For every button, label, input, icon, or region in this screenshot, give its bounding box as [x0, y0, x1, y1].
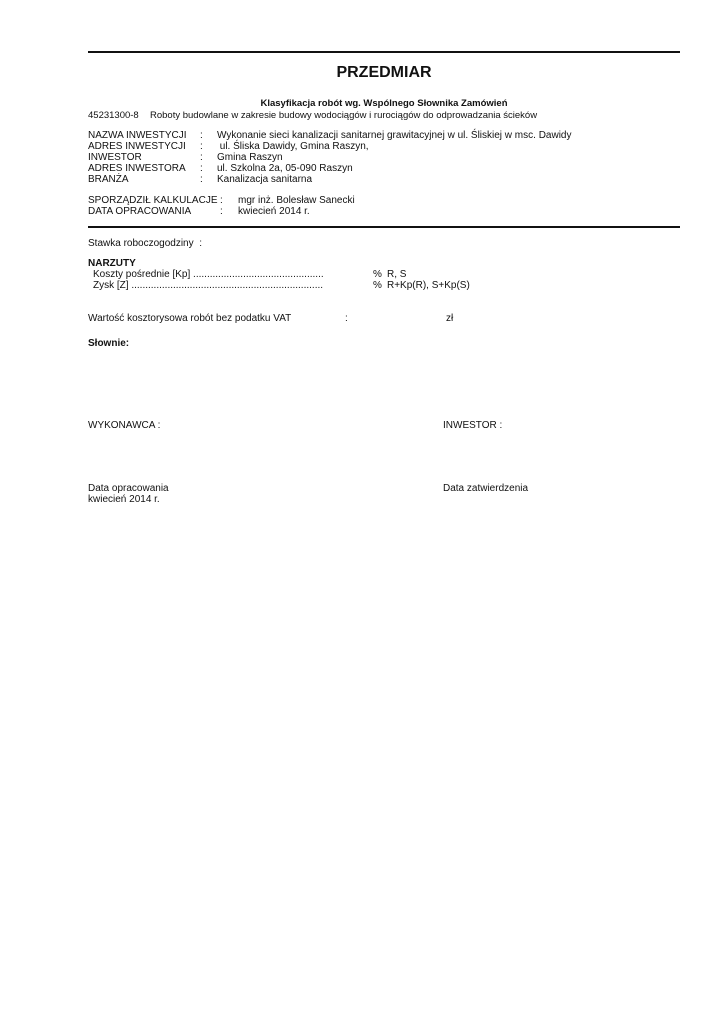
surcharge-unit-z: % — [373, 280, 382, 291]
info-label: ADRES INWESTORA — [88, 163, 186, 174]
rate-sep: : — [199, 238, 202, 249]
info-label: NAZWA INWESTYCJI — [88, 130, 187, 141]
date-approved-label: Data zatwierdzenia — [443, 483, 529, 494]
section-rule — [88, 226, 680, 228]
info-sep: : — [200, 174, 203, 185]
surcharge-unit-kp: % — [373, 269, 382, 280]
prepared-value: mgr inż. Bolesław Sanecki — [238, 195, 355, 206]
info-sep: : — [200, 141, 203, 152]
value-label: Wartość kosztorysowa robót bez podatku VAT — [88, 313, 292, 324]
prepared-value: kwiecień 2014 r. — [238, 206, 310, 217]
surcharge-row-kp — [93, 269, 324, 280]
cpv-code: 45231300-8 — [88, 110, 139, 121]
info-row-inwestor — [88, 152, 283, 163]
cpv-description: Roboty budowlane w zakresie budowy wodociągów i rurociągów do odprowadzania ścieków — [150, 110, 538, 121]
prepared-sep: : — [220, 195, 223, 206]
info-label: INWESTOR — [88, 152, 142, 163]
page-title: PRZEDMIAR — [336, 64, 432, 81]
rate-label: Stawka roboczogodziny — [88, 238, 194, 249]
surcharge-label: Koszty pośrednie [Kp] ............................................... — [93, 269, 324, 280]
surcharge-row-z — [93, 280, 323, 291]
info-value: ul. Śliska Dawidy, Gmina Raszyn, — [217, 141, 369, 152]
classification-heading: Klasyfikacja robót wg. Wspólnego Słownika Zamówień — [260, 98, 508, 109]
info-label: ADRES INWESTYCJI — [88, 141, 186, 152]
info-label: BRANŻA — [88, 174, 129, 185]
info-row-adres — [88, 141, 369, 152]
info-sep: : — [200, 152, 203, 163]
prepared-by-row — [88, 195, 355, 206]
date-prepared-value: kwiecień 2014 r. — [88, 494, 160, 505]
prepared-sep: : — [220, 206, 223, 217]
prepared-label: DATA OPRACOWANIA — [88, 206, 192, 217]
info-value: Kanalizacja sanitarna — [217, 174, 313, 185]
surcharge-basis-kp: R, S — [387, 269, 407, 280]
value-currency: zł — [446, 313, 454, 324]
info-value: ul. Szkolna 2a, 05-090 Raszyn — [217, 163, 353, 174]
in-words-label: Słownie: — [88, 338, 130, 349]
info-value: Gmina Raszyn — [217, 152, 283, 163]
info-row-nazwa — [88, 130, 571, 141]
info-sep: : — [200, 130, 203, 141]
top-rule — [88, 51, 680, 53]
surcharges-heading: NARZUTY — [88, 258, 136, 269]
prepared-label: SPORZĄDZIŁ KALKULACJE — [88, 195, 218, 206]
info-row-branza — [88, 174, 312, 185]
info-sep: : — [200, 163, 203, 174]
date-prepared-label: Data opracowania — [88, 483, 169, 494]
investor-label: INWESTOR : — [443, 420, 503, 431]
info-row-adres-inwestora — [88, 163, 353, 174]
prepared-date-row — [88, 206, 310, 217]
info-value: Wykonanie sieci kanalizacji sanitarnej grawitacyjnej w ul. Śliskiej w msc. Dawidy — [217, 130, 572, 141]
value-sep: : — [345, 313, 348, 324]
surcharge-basis-z: R+Kp(R), S+Kp(S) — [387, 280, 470, 291]
classification-line — [88, 110, 537, 121]
rate-row — [88, 238, 202, 249]
surcharge-label: Zysk [Z] ..................................................................... — [93, 280, 324, 291]
contractor-label: WYKONAWCA : — [88, 420, 161, 431]
